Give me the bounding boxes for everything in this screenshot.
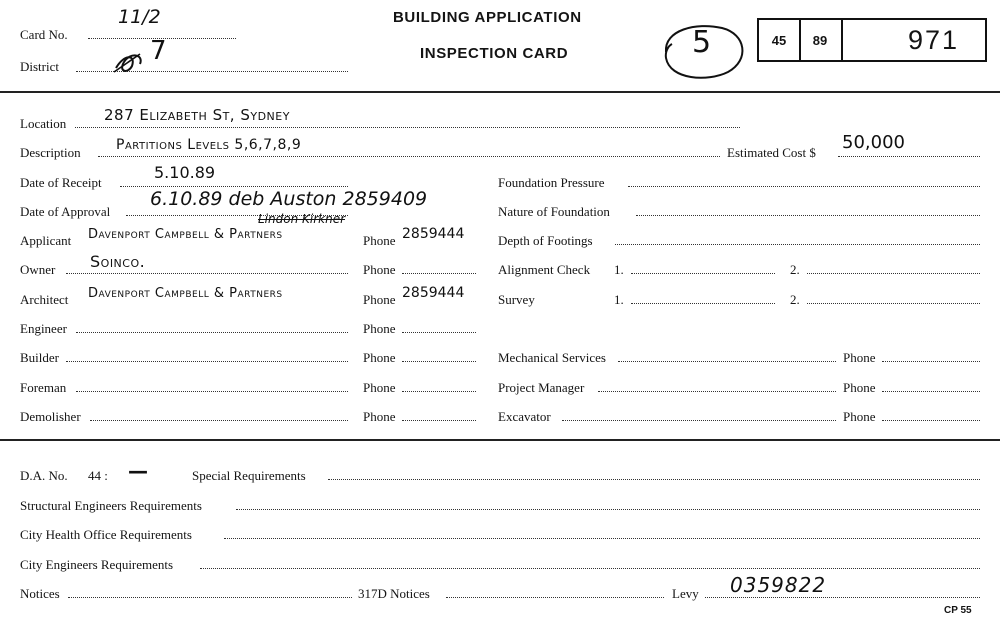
structural-requirements-label: Structural Engineers Requirements <box>20 498 202 513</box>
mechanical-services-label: Mechanical Services <box>498 350 606 365</box>
date-receipt-line <box>120 186 348 187</box>
alignment-num-1: 1. <box>614 262 624 277</box>
date-approval-struck: Lindon Kirkner <box>258 212 346 226</box>
demolisher-phone-line <box>402 420 476 421</box>
date-receipt-value: 5.10.89 <box>154 163 216 182</box>
excavator-phone-label: Phone <box>843 409 876 424</box>
section-divider <box>0 439 1000 441</box>
special-requirements-label: Special Requirements <box>192 468 306 483</box>
location-value: 287 Elizabeth St, Sydney <box>104 106 290 124</box>
special-requirements-line <box>328 479 980 480</box>
levy-line <box>705 597 980 598</box>
owner-value: Soinco. <box>90 252 146 271</box>
demolisher-line <box>90 420 348 421</box>
architect-phone-value: 2859444 <box>402 285 465 301</box>
notices-label: Notices <box>20 586 60 601</box>
box-code-1: 45 <box>759 20 801 60</box>
survey-label: Survey <box>498 292 535 307</box>
form-code: CP 55 <box>944 605 972 616</box>
alignment-num-2: 2. <box>790 262 800 277</box>
applicant-phone-value: 2859444 <box>402 226 465 242</box>
applicant-label: Applicant <box>20 233 72 248</box>
alignment-check-label: Alignment Check <box>498 262 591 277</box>
owner-line <box>66 273 348 274</box>
depth-footings-line <box>615 244 980 245</box>
notices-line <box>68 597 352 598</box>
title-line-1: BUILDING APPLICATION <box>393 9 582 26</box>
health-requirements-line <box>224 538 980 539</box>
survey-line-2 <box>807 303 980 304</box>
date-approval-value: 6.10.89 deb Auston 2859409 <box>150 188 428 210</box>
survey-line-1 <box>631 303 775 304</box>
box-number: 971 <box>907 24 959 55</box>
owner-label: Owner <box>20 262 56 277</box>
excavator-phone-line <box>882 420 980 421</box>
city-engineers-line <box>200 568 980 569</box>
engineer-line <box>76 332 348 333</box>
header-divider <box>0 91 1000 93</box>
description-line <box>98 156 720 157</box>
nature-foundation-label: Nature of Foundation <box>498 204 610 219</box>
description-value: Partitions Levels 5,6,7,8,9 <box>116 137 302 153</box>
builder-line <box>66 361 348 362</box>
mechanical-phone-label: Phone <box>843 350 876 365</box>
description-label: Description <box>20 145 81 160</box>
engineer-label: Engineer <box>20 321 67 336</box>
depth-footings-label: Depth of Footings <box>498 233 593 248</box>
builder-phone-line <box>402 361 476 362</box>
architect-value: Davenport Campbell & Partners <box>88 286 283 301</box>
foreman-phone-label: Phone <box>363 380 396 395</box>
survey-num-1: 1. <box>614 292 624 307</box>
city-engineers-label: City Engineers Requirements <box>20 557 174 572</box>
nature-foundation-line <box>636 215 980 216</box>
project-manager-line <box>598 391 836 392</box>
mechanical-phone-line <box>882 361 980 362</box>
health-requirements-label: City Health Office Requirements <box>20 527 192 542</box>
excavator-line <box>562 420 836 421</box>
builder-label: Builder <box>20 350 59 365</box>
box-code-2: 89 <box>799 20 843 60</box>
circled-number: 5 <box>692 25 712 60</box>
excavator-label: Excavator <box>498 409 551 424</box>
foundation-pressure-line <box>628 186 980 187</box>
date-receipt-label: Date of Receipt <box>20 175 102 190</box>
applicant-phone-label: Phone <box>363 233 396 248</box>
foreman-label: Foreman <box>20 380 67 395</box>
demolisher-phone-label: Phone <box>363 409 396 424</box>
da-no-dash: — <box>128 459 148 483</box>
notices-317d-label: 317D Notices <box>358 586 430 601</box>
da-no-label: D.A. No. <box>20 468 68 483</box>
estimated-cost-value: 50,000 <box>842 132 905 153</box>
notices-317d-line <box>446 597 664 598</box>
district-value: 7 <box>150 36 167 66</box>
survey-num-2: 2. <box>790 292 800 307</box>
project-manager-label: Project Manager <box>498 380 585 395</box>
demolisher-label: Demolisher <box>20 409 81 424</box>
owner-phone-line <box>402 273 476 274</box>
applicant-value: Davenport Campbell & Partners <box>88 227 283 242</box>
location-label: Location <box>20 116 67 131</box>
engineer-phone-label: Phone <box>363 321 396 336</box>
builder-phone-label: Phone <box>363 350 396 365</box>
location-line <box>75 127 740 128</box>
alignment-line-2 <box>807 273 980 274</box>
levy-label: Levy <box>672 586 699 601</box>
card-no-value: 11/2 <box>118 6 161 28</box>
foreman-line <box>76 391 348 392</box>
structural-requirements-line <box>236 509 980 510</box>
levy-value: 0359822 <box>730 573 827 597</box>
da-no-value: 44 : <box>88 468 108 483</box>
engineer-phone-line <box>402 332 476 333</box>
alignment-line-1 <box>631 273 775 274</box>
district-label: District <box>20 59 59 74</box>
owner-phone-label: Phone <box>363 262 396 277</box>
card-number-box <box>757 18 987 62</box>
foundation-pressure-label: Foundation Pressure <box>498 175 605 190</box>
title-line-2: INSPECTION CARD <box>420 45 569 62</box>
card-no-label: Card No. <box>20 27 68 42</box>
project-manager-phone-label: Phone <box>843 380 876 395</box>
mechanical-services-line <box>618 361 836 362</box>
project-manager-phone-line <box>882 391 980 392</box>
architect-label: Architect <box>20 292 69 307</box>
foreman-phone-line <box>402 391 476 392</box>
date-approval-label: Date of Approval <box>20 204 111 219</box>
estimated-cost-label: Estimated Cost $ <box>727 145 816 160</box>
architect-phone-label: Phone <box>363 292 396 307</box>
estimated-cost-line <box>838 156 980 157</box>
